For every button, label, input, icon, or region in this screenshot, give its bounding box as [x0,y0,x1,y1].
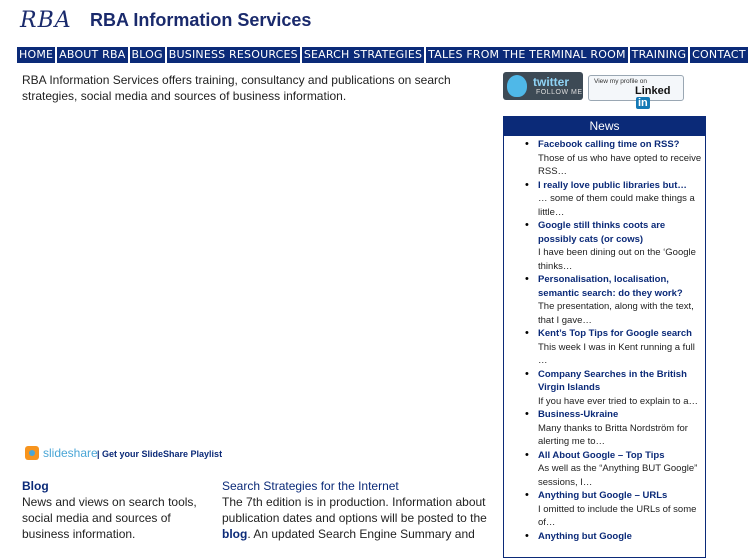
search-strategies-text-after: . An updated Search Engine Summary and [247,527,475,541]
news-item-excerpt: The presentation, along with the text, that I gave… [538,301,694,326]
search-strategies-heading[interactable]: Search Strategies for the Internet [222,479,399,493]
site-title[interactable]: RBA Information Services [90,10,312,30]
news-item [504,449,705,490]
news-panel [503,116,706,558]
news-item [504,408,705,449]
nav-search-strategies[interactable]: SEARCH STRATEGIES [303,48,423,61]
news-item-excerpt: Many thanks to Britta Nordström for alerting me to… [538,422,688,447]
twitter-bird-icon [507,75,527,97]
search-strategies-text-before: The 7th edition is in production. Information about publication dates and options will be posted to the [222,495,487,525]
news-item [504,179,705,220]
nav-blog[interactable]: BLOG [131,48,163,61]
nav-contact[interactable]: CONTACT [692,48,746,61]
news-item-excerpt: If you have ever tried to explain to a… [538,395,699,407]
linkedin-profile-button[interactable] [588,75,684,109]
nav-training[interactable]: TRAINING [631,48,687,61]
search-strategies-section [222,478,487,542]
linkedin-logo [635,85,683,109]
site-header [20,8,720,36]
blog-text: News and views on search tools, social media and sources of business information. [22,495,197,541]
twitter-follow-label: FOLLOW ME [536,89,583,96]
news-item-excerpt: I omitted to include the URLs of some of… [538,503,697,528]
news-item-link[interactable]: • Company Searches in the British Virgin Islands [538,368,687,393]
news-item-link[interactable]: • Kent’s Top Tips for Google search [538,328,692,339]
intro-text: RBA Information Services offers training, consultancy and publications on search strategies, social media and sources of business information. [22,73,451,103]
linkedin-in-icon: in [638,97,648,109]
news-item-link[interactable]: • Business-Ukraine [538,409,619,420]
linkedin-brand: Linked [635,85,671,97]
blog-section [22,478,212,542]
news-item-link[interactable]: • Google still thinks coots are possibly cats (or cows) [538,220,666,245]
blog-link[interactable]: blog [222,527,248,541]
news-item-link[interactable]: • All About Google – Top Tips [538,449,665,461]
nav-home[interactable]: HOME [19,48,54,61]
news-item [504,368,705,409]
slideshare-icon [25,446,39,460]
twitter-follow-button[interactable] [503,72,583,100]
news-item [504,219,705,273]
slideshare-brand[interactable]: slideshare [43,446,98,460]
blog-heading[interactable]: Blog [22,479,49,493]
news-item-link[interactable]: • Anything but Google [538,530,632,542]
nav-about[interactable]: ABOUT RBA [59,48,126,61]
news-item [504,530,705,544]
news-item-excerpt: … some of them could make things a little… [538,193,695,218]
news-item-excerpt: I have been dining out on the ‘Google thinks… [538,247,696,272]
news-item-link[interactable]: • Anything but Google – URLs [538,490,668,501]
nav-business-resources[interactable]: BUSINESS RESOURCES [168,48,298,61]
slideshare-playlist-link[interactable]: | Get your SlideShare Playlist [97,449,223,459]
news-list [504,136,705,543]
news-item [504,138,705,179]
news-item [504,273,705,327]
news-item [504,327,705,368]
news-item-excerpt: As well as the “Anything BUT Google” sessions, I… [538,463,698,488]
main-nav [17,47,746,63]
news-item-excerpt: This week I was in Kent running a full … [538,341,695,366]
news-item-link[interactable]: • Personalisation, localisation, semantic search: do they work? [538,274,683,299]
news-item-excerpt: Those of us who have opted to receive RSS… [538,152,702,177]
news-heading: News [504,117,705,136]
site-logo[interactable]: RBA [20,8,72,33]
linkedin-small-text: View my profile on [594,78,647,85]
news-item-link[interactable]: • I really love public libraries but… [538,179,687,191]
search-strategies-text [222,494,487,542]
nav-tales[interactable]: TALES FROM THE TERMINAL ROOM [428,48,626,61]
news-item-link[interactable]: • Facebook calling time on RSS? [538,139,680,150]
news-item [504,489,705,530]
twitter-wordmark: twitter [533,75,569,89]
